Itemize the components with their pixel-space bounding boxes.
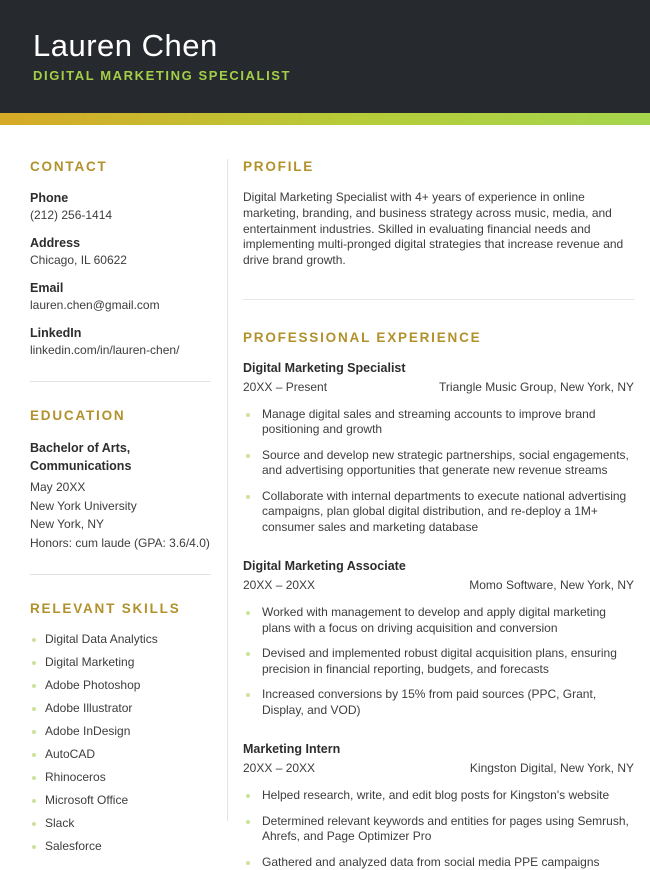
job-bullet: Increased conversions by 15% from paid sources (PPC, Grant, Display, and VOD) (243, 687, 634, 718)
sidebar (30, 159, 227, 853)
contact-label: Phone (30, 191, 69, 205)
phone-value: (212) 256-1414 (30, 208, 113, 222)
education-honors: Honors: cum laude (GPA: 3.6/4.0) (30, 535, 210, 550)
skills-list (30, 632, 211, 855)
job-bullet: Worked with management to develop and apply digital marketing plans with a focus on driving acquisition and conversion (243, 605, 634, 636)
skills-section (30, 601, 211, 855)
contact-heading: CONTACT (30, 159, 108, 174)
skill-item: Adobe InDesign (30, 724, 211, 740)
job-title: Marketing Intern (243, 742, 341, 757)
contact-label: Address (30, 236, 81, 250)
job-meta (243, 578, 634, 592)
job-bullet: Devised and implemented robust digital acquisition plans, ensuring precision in financial reporting, budgets, and forecasts (243, 646, 634, 677)
skill-item: AutoCAD (30, 747, 211, 763)
contact-label: LinkedIn (30, 326, 82, 340)
job-bullet: Collaborate with internal departments to execute national advertising campaigns, plan global digital distribution, and re-deploy a 1M+ consumer sales and marketing database (243, 489, 634, 536)
job-dates: 20XX – 20XX (243, 761, 316, 776)
contact-item-linkedin (30, 325, 211, 359)
contact-section (30, 159, 211, 359)
skills-heading: RELEVANT SKILLS (30, 601, 181, 616)
accent-gradient-bar (0, 113, 650, 125)
contact-label: Email (30, 281, 64, 295)
skill-item: Microsoft Office (30, 793, 211, 809)
job-bullet: Manage digital sales and streaming accounts to improve brand positioning and growth (243, 407, 634, 438)
job-title: Digital Marketing Associate (243, 559, 406, 574)
education-school: New York University (30, 498, 137, 513)
contact-item-email (30, 280, 211, 314)
experience-section (243, 330, 634, 870)
job-entry (243, 559, 634, 718)
job-company: Kingston Digital, New York, NY (469, 761, 634, 776)
education-section (30, 408, 211, 552)
address-value: Chicago, IL 60622 (30, 253, 127, 267)
contact-item-address (30, 235, 211, 269)
skill-item: Slack (30, 816, 211, 832)
email-value: lauren.chen@gmail.com (30, 298, 160, 312)
main-column (228, 159, 634, 869)
sidebar-divider (30, 574, 211, 575)
education-degree: Bachelor of Arts, Communications (30, 441, 132, 473)
job-meta (243, 761, 634, 775)
job-bullet: Determined relevant keywords and entities for pages using Semrush, Ahrefs, and Page Optimizer Pro (243, 814, 634, 845)
profile-summary: Digital Marketing Specialist with 4+ years of experience in online marketing, branding, and business strategy across music, media, and entertainment industries. Skilled in evaluating financial needs and implementing multi-pronged digital strategies that increase revenue and drive brand growth. (243, 190, 624, 268)
skill-item: Digital Data Analytics (30, 632, 211, 648)
header (0, 0, 650, 113)
experience-heading: PROFESSIONAL EXPERIENCE (243, 329, 482, 345)
skill-item: Adobe Illustrator (30, 701, 211, 717)
job-entry (243, 361, 634, 536)
education-date: May 20XX (30, 480, 86, 494)
profile-section (243, 159, 634, 269)
job-bullet: Helped research, write, and edit blog posts for Kingston's website (243, 788, 634, 804)
profile-heading: PROFILE (243, 159, 315, 174)
skill-item: Rhinoceros (30, 770, 211, 786)
education-location: New York, NY (30, 517, 105, 531)
skill-item: Digital Marketing (30, 655, 211, 671)
job-company: Momo Software, New York, NY (469, 578, 634, 593)
job-bullet: Source and develop new strategic partnerships, social engagements, and advertising opportunities that generate new revenue streams (243, 448, 634, 479)
contact-item-phone (30, 190, 211, 224)
content-area (0, 125, 650, 869)
job-dates: 20XX – Present (243, 379, 328, 394)
job-company: Triangle Music Group, New York, NY (439, 379, 634, 394)
job-title: Digital Marketing Specialist (243, 360, 406, 375)
education-heading: EDUCATION (30, 408, 126, 423)
candidate-job-title: DIGITAL MARKETING SPECIALIST (33, 68, 292, 83)
job-bullet-list (243, 407, 634, 536)
job-bullet: Gathered and analyzed data from social media PPE campaigns (243, 855, 634, 870)
main-divider (243, 299, 634, 300)
job-bullet-list (243, 788, 634, 870)
job-bullet-list (243, 605, 634, 718)
job-dates: 20XX – 20XX (243, 578, 316, 593)
candidate-name: Lauren Chen (33, 28, 218, 63)
sidebar-divider (30, 381, 211, 382)
skill-item: Salesforce (30, 839, 211, 855)
linkedin-value: linkedin.com/in/lauren-chen/ (30, 343, 180, 357)
skill-item: Adobe Photoshop (30, 678, 211, 694)
job-entry (243, 742, 634, 870)
job-meta (243, 380, 634, 394)
